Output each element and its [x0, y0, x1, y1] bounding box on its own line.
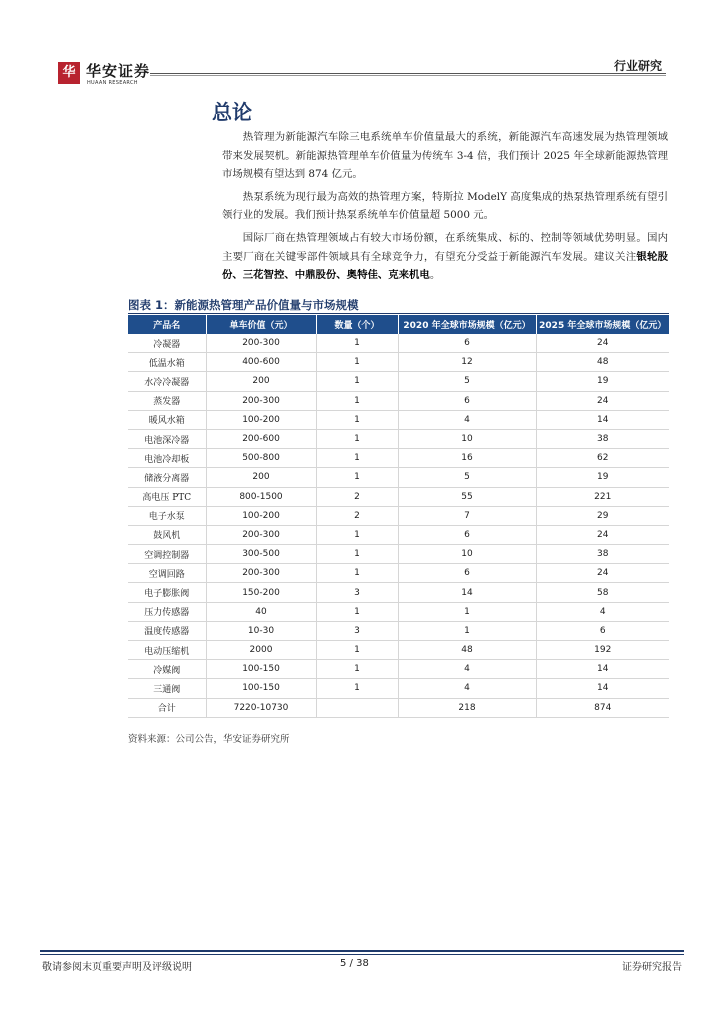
figure-source: 资料来源：公司公告，华安证券研究所 [128, 734, 290, 745]
table-cell: 电池冷却板 [128, 449, 206, 468]
table-cell: 三通阀 [128, 679, 206, 698]
table-cell: 4 [398, 679, 536, 698]
table-cell: 1 [316, 545, 398, 564]
table-cell: 7220-10730 [206, 698, 316, 717]
table-cell: 12 [398, 353, 536, 372]
recommended-stocks: 银轮股份、三花智控、中鼎股份、奥特佳、克来机电 [222, 250, 668, 282]
table-row [128, 372, 669, 391]
table-row [128, 487, 669, 506]
table-cell: 48 [536, 353, 669, 372]
table-cell: 1 [316, 602, 398, 621]
table-cell: 1 [316, 391, 398, 410]
body-text [222, 128, 668, 289]
table-cell: 6 [398, 525, 536, 544]
logo-subtext: HUAAN RESEARCH [87, 80, 138, 86]
table-cell: 221 [536, 487, 669, 506]
data-table [128, 315, 669, 718]
table-cell: 4 [398, 410, 536, 429]
table-cell: 6 [398, 564, 536, 583]
table-cell: 7 [398, 506, 536, 525]
table-row [128, 564, 669, 583]
table-cell: 6 [398, 334, 536, 353]
table-cell: 压力传感器 [128, 602, 206, 621]
table-cell [316, 698, 398, 717]
table-cell: 300-500 [206, 545, 316, 564]
table-row [128, 334, 669, 353]
table-cell: 1 [316, 429, 398, 448]
table-cell: 16 [398, 449, 536, 468]
col-header-2025-market: 2025 年全球市场规模（亿元） [536, 315, 669, 334]
table-cell: 218 [398, 698, 536, 717]
table-cell: 温度传感器 [128, 621, 206, 640]
paragraph-1: 热管理为新能源汽车除三电系统单车价值量最大的系统，新能源汽车高速发展为热管理领域带来发展契机。新能源热管理单车价值量为传统车 3-4 倍，我们预计 2025 年全球新能源热管理市场规模有望达到 874 亿元。 [222, 131, 668, 181]
table-cell: 1 [316, 353, 398, 372]
table-cell: 冷媒阀 [128, 660, 206, 679]
table-cell: 1 [316, 372, 398, 391]
table-cell: 1 [316, 410, 398, 429]
footer-rule [40, 950, 684, 952]
table-cell: 150-200 [206, 583, 316, 602]
paragraph-3-end: 。 [429, 269, 441, 282]
table-cell: 800-1500 [206, 487, 316, 506]
table-cell: 空调回路 [128, 564, 206, 583]
logo-text: 华安证券 [86, 62, 151, 80]
table-cell: 1 [316, 334, 398, 353]
table-row [128, 660, 669, 679]
paragraph-3 [222, 229, 668, 285]
table-cell: 3 [316, 583, 398, 602]
table-cell: 55 [398, 487, 536, 506]
table-cell: 100-150 [206, 660, 316, 679]
table-cell: 电动压缩机 [128, 641, 206, 660]
table-cell: 200-300 [206, 564, 316, 583]
table-row [128, 353, 669, 372]
table-cell: 6 [398, 391, 536, 410]
table-row [128, 506, 669, 525]
table-cell: 24 [536, 525, 669, 544]
table-cell: 200 [206, 372, 316, 391]
table-cell: 鼓风机 [128, 525, 206, 544]
section-title: 总论 [212, 100, 252, 124]
disclaimer-note: 敬请参阅末页重要声明及评级说明 [42, 962, 192, 973]
table-body [128, 334, 669, 717]
section-label: 行业研究 [613, 59, 662, 73]
table-cell: 电子水泵 [128, 506, 206, 525]
table-cell: 1 [316, 468, 398, 487]
table-cell: 10 [398, 429, 536, 448]
table-cell: 10-30 [206, 621, 316, 640]
figure-rule [128, 313, 669, 314]
table-cell: 200 [206, 468, 316, 487]
table-cell: 低温水箱 [128, 353, 206, 372]
table-cell: 3 [316, 621, 398, 640]
table-row [128, 468, 669, 487]
table-row [128, 583, 669, 602]
table-row [128, 429, 669, 448]
table-cell: 500-800 [206, 449, 316, 468]
col-header-2020-market: 2020 年全球市场规模（亿元） [398, 315, 536, 334]
table-cell: 100-200 [206, 410, 316, 429]
table-cell: 1 [316, 525, 398, 544]
table-cell: 电池深冷器 [128, 429, 206, 448]
table-row [128, 698, 669, 717]
table-cell: 蒸发器 [128, 391, 206, 410]
table-cell: 874 [536, 698, 669, 717]
table-cell: 24 [536, 334, 669, 353]
logo-mark: 华 [58, 62, 80, 84]
table-cell: 1 [316, 641, 398, 660]
col-header-product: 产品名 [128, 315, 206, 334]
table-cell: 暖风水箱 [128, 410, 206, 429]
table-row [128, 641, 669, 660]
page-number: 5 / 38 [340, 958, 369, 969]
table-cell: 储液分离器 [128, 468, 206, 487]
table-cell: 58 [536, 583, 669, 602]
table-cell: 100-150 [206, 679, 316, 698]
table-cell: 水冷冷凝器 [128, 372, 206, 391]
table-cell: 1 [398, 602, 536, 621]
table-cell: 400-600 [206, 353, 316, 372]
table-header-row [128, 315, 669, 334]
table-cell: 高电压 PTC [128, 487, 206, 506]
report-type: 证券研究报告 [622, 962, 682, 973]
table-cell: 38 [536, 429, 669, 448]
table-cell: 4 [536, 602, 669, 621]
table-cell: 192 [536, 641, 669, 660]
footer-rule-secondary [40, 954, 684, 955]
figure-title: 图表 1：新能源热管理产品价值量与市场规模 [128, 298, 359, 312]
table-cell: 5 [398, 372, 536, 391]
table-cell: 6 [536, 621, 669, 640]
table-cell: 电子膨胀阀 [128, 583, 206, 602]
col-header-quantity: 数量（个） [316, 315, 398, 334]
table-cell: 24 [536, 564, 669, 583]
table-row [128, 621, 669, 640]
table-cell: 200-300 [206, 391, 316, 410]
table-cell: 1 [316, 679, 398, 698]
table-cell: 合计 [128, 698, 206, 717]
table-cell: 19 [536, 468, 669, 487]
table-cell: 14 [536, 679, 669, 698]
table-cell: 1 [316, 449, 398, 468]
paragraph-2: 热泵系统为现行最为高效的热管理方案，特斯拉 ModelY 高度集成的热泵热管理系统有望引领行业的发展。我们预计热泵系统单车价值量超 5000 元。 [222, 190, 668, 222]
table-row [128, 391, 669, 410]
header-rule-secondary [150, 75, 666, 76]
table-row [128, 602, 669, 621]
table-cell: 4 [398, 660, 536, 679]
table-row [128, 449, 669, 468]
table-cell: 1 [316, 564, 398, 583]
table-cell: 200-300 [206, 334, 316, 353]
table-row [128, 679, 669, 698]
table-row [128, 525, 669, 544]
table-cell: 冷凝器 [128, 334, 206, 353]
table-cell: 2 [316, 506, 398, 525]
paragraph-3-text: 国际厂商在热管理领域占有较大市场份额，在系统集成、标的、控制等领域优势明显。国内主要厂商在关键零部件领域具有全球竞争力，有望充分受益于新能源汽车发展。建议关注 [222, 231, 668, 263]
table-cell: 2000 [206, 641, 316, 660]
table-cell: 200-300 [206, 525, 316, 544]
table-cell: 19 [536, 372, 669, 391]
table-cell: 2 [316, 487, 398, 506]
table-cell: 100-200 [206, 506, 316, 525]
table-cell: 62 [536, 449, 669, 468]
table-row [128, 545, 669, 564]
table-cell: 48 [398, 641, 536, 660]
table-cell: 5 [398, 468, 536, 487]
table-cell: 14 [398, 583, 536, 602]
table-cell: 1 [398, 621, 536, 640]
table-cell: 38 [536, 545, 669, 564]
col-header-unit-value: 单车价值（元） [206, 315, 316, 334]
table-cell: 空调控制器 [128, 545, 206, 564]
table-row [128, 410, 669, 429]
table-cell: 14 [536, 410, 669, 429]
header-rule [150, 73, 666, 74]
table-cell: 1 [316, 660, 398, 679]
table-cell: 24 [536, 391, 669, 410]
table-cell: 14 [536, 660, 669, 679]
table-cell: 10 [398, 545, 536, 564]
table-cell: 200-600 [206, 429, 316, 448]
table-cell: 40 [206, 602, 316, 621]
table-cell: 29 [536, 506, 669, 525]
